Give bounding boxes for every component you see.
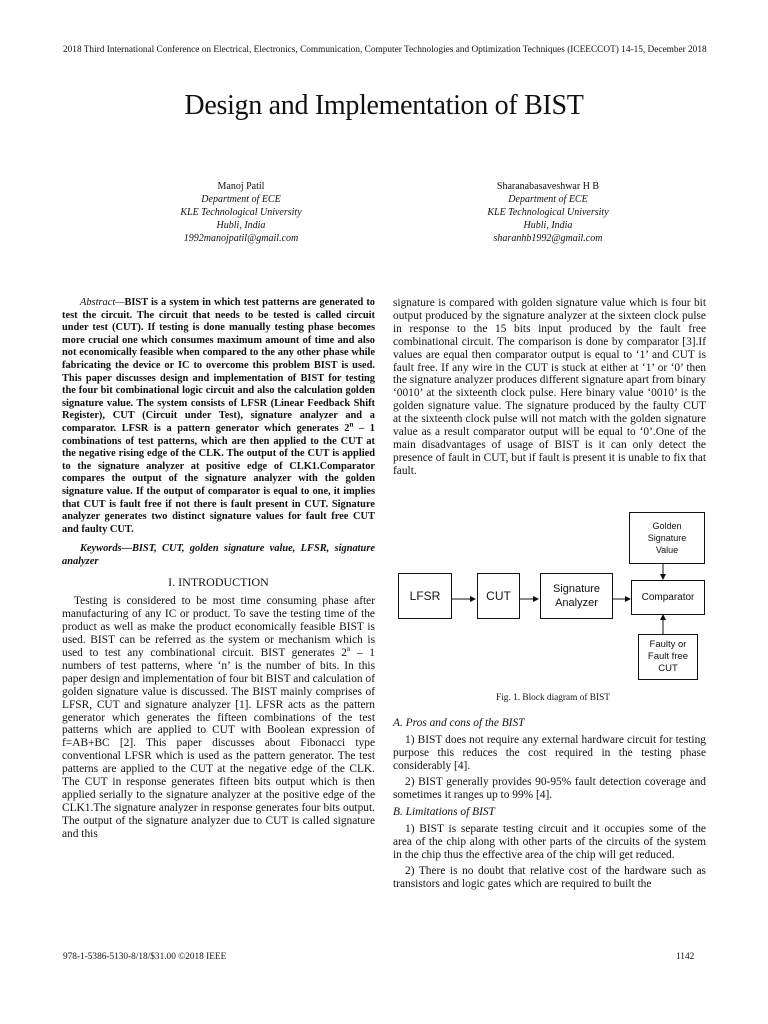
author-city: Hubli, India bbox=[216, 220, 266, 231]
lfsr-box bbox=[398, 573, 452, 619]
abstract-sup: n bbox=[349, 420, 354, 429]
author-block-2 bbox=[428, 180, 668, 245]
intro-sup: n bbox=[346, 645, 351, 654]
abstract bbox=[62, 297, 375, 536]
subsection-heading-limitations: B. Limitations of BIST bbox=[393, 806, 495, 819]
author-name: Sharanabasaveshwar H B bbox=[496, 181, 600, 192]
author-dept: Department of ECE bbox=[201, 194, 281, 205]
author-email: 1992manojpatil@gmail.com bbox=[183, 233, 299, 244]
abstract-text: BIST is a system in which test patterns are generated to test the circuit. The circuit that needs to be tested is called circuit under test (CUT). If testing is done manually testing phase becomes more crucial one which consumes maximum amount of time and also not economically feasible when compared to the any other phase while fabricating the device or IC to overcome this problem BIST is used. This paper discusses design and implementation of BIST for testing the four bit combinational logic circuit and also the calculation golden signature value. The system consists of LFSR (Linear Feedback Shift Register), CUT (Circuit under Test), signature analyzer and a comparator. LFSR is a pattern generator which generates 2 bbox=[62, 297, 375, 434]
abstract-text-2: – 1 combinations of test patterns, which are then applied to the CUT at the negative rising edge of the CLK. The output of the CUT is applied to the signature analyzer at positive edge of CLK1.Comparator compares the output of the signature analyzer with the golden signature value. If the output of comparator is equal to one, it implies that CUT is fault free if not there is fault present in CUT. Signature analyzer generates two distinct signature values for fault free CUT and faulty CUT. bbox=[62, 422, 375, 535]
block-diagram bbox=[393, 508, 713, 680]
pros-item: 1) BIST does not require any external hardware circuit for testing purpose this reduces the cost required in the testing phase considerably [4]. bbox=[393, 733, 706, 772]
comparator-label: Comparator bbox=[641, 592, 695, 603]
golden-label-1: Golden bbox=[652, 521, 682, 531]
faulty-label-3: CUT bbox=[658, 663, 678, 674]
intro-text-2: – 1 numbers of test patterns, where ‘n’ is the number of bits. In this paper design and implementation of four bit BIST and calculation of golden signature value is discussed. The BIST mainly comprises of LFSR, CUT and signature analyzer [1]. LFSR acts as the pattern generator which generates the fifteen combinations of the test patterns which are applied to CUT with Boolean expression of f=AB+BC [2]. This paper discusses about Fibonacci type conventional LFSR which is used as the pattern generator. The test patterns are applied to the CUT at the negative edge of the CLK. The CUT in response generates fifteen bits output which is then applied serially to the signature analyzer at the positive edge of the CLK1.The signature analyzer in response generates four bits output. The output of the signature analyzer due to CUT is called signature and this bbox=[62, 647, 375, 840]
golden-label-2: Signature bbox=[647, 533, 687, 543]
signature-label-2: Analyzer bbox=[555, 597, 598, 609]
golden-signature-box bbox=[629, 512, 705, 564]
author-city: Hubli, India bbox=[523, 220, 573, 231]
keywords: Keywords—BIST, CUT, golden signature value, LFSR, signature analyzer bbox=[62, 543, 375, 567]
faulty-label-2: Fault free bbox=[647, 651, 689, 662]
right-paragraph: signature is compared with golden signature value which is four bit output produced by the signature analyzer at the sixteen clock pulse in response to the 15 bits input produced by the fault free combinational circuit. The comparison is done by comparator [3].If values are equal then comparator output is equal to ‘1’ and CUT is fault free. If any wire in the CUT is stuck at either at ‘1’ or ‘0’ then the signature analyzer produces different signature apart from binary ‘0010’ at the sixteenth clock pulse. Here binary value ‘0010’ is the golden signature value. The signature produced by the faulty CUT at the sixteenth clock pulse will not match with the golden signature value as a result comparator output will be equal to ‘0’.One of the main disadvantages of usage of BIST is it can only detect the presence of fault in CUT, but if fault is present it is unable to fix that fault. bbox=[393, 297, 706, 477]
faulty-cut-box bbox=[638, 634, 698, 680]
intro-text-1: Testing is considered to be most time consuming phase after manufacturing of any IC or product. To save the testing time of the product as well as make the product economically feasible BIST is used. BIST can be referred as the system or mechanism which is used to test any combinational circuit. BIST generates 2 bbox=[62, 595, 375, 659]
limitations-item: 2) There is no doubt that relative cost of the hardware such as transistors and logic gates which are required to built the bbox=[393, 865, 706, 890]
lfsr-label: LFSR bbox=[409, 589, 441, 603]
figure-caption: Fig. 1. Block diagram of BIST bbox=[496, 693, 610, 703]
right-column-bottom bbox=[393, 712, 706, 894]
conference-header: 2018 Third International Conference on Electrical, Electronics, Communication, Computer Technologies and Optimization Techniques (ICEECCOT) 14-15, December 2018 bbox=[63, 45, 707, 55]
author-dept: Department of ECE bbox=[508, 194, 588, 205]
abstract-lead: Abstract— bbox=[80, 297, 125, 308]
right-column-top bbox=[393, 297, 706, 478]
author-univ: KLE Technological University bbox=[487, 207, 609, 218]
left-column bbox=[62, 297, 375, 841]
cut-box bbox=[477, 573, 520, 619]
author-block-1 bbox=[121, 180, 361, 245]
pros-item: 2) BIST generally provides 90-95% fault detection coverage and sometimes it ranges up to 99% [4]. bbox=[393, 775, 706, 801]
limitations-item: 1) BIST is separate testing circuit and it occupies some of the area of the chip along with other parts of the circuits of the system in the chip thus the effective area of the chip will get reduced. bbox=[393, 823, 706, 862]
signature-analyzer-box bbox=[540, 573, 613, 619]
faulty-label-1: Faulty or bbox=[649, 639, 687, 650]
author-name: Manoj Patil bbox=[217, 181, 265, 192]
golden-label-3: Value bbox=[655, 545, 679, 555]
section-heading-introduction: I. INTRODUCTION bbox=[168, 575, 269, 590]
cut-label: CUT bbox=[486, 589, 511, 603]
comparator-box bbox=[631, 580, 705, 615]
paper-title: Design and Implementation of BIST bbox=[184, 90, 584, 121]
intro-paragraph bbox=[62, 595, 375, 840]
author-univ: KLE Technological University bbox=[180, 207, 302, 218]
page-number: 1142 bbox=[676, 952, 695, 962]
signature-label-1: Signature bbox=[552, 583, 601, 595]
subsection-heading-pros: A. Pros and cons of the BIST bbox=[393, 717, 525, 729]
footer-copyright: 978-1-5386-5130-8/18/$31.00 ©2018 IEEE bbox=[63, 952, 227, 962]
author-email: sharanhb1992@gmail.com bbox=[493, 233, 603, 244]
